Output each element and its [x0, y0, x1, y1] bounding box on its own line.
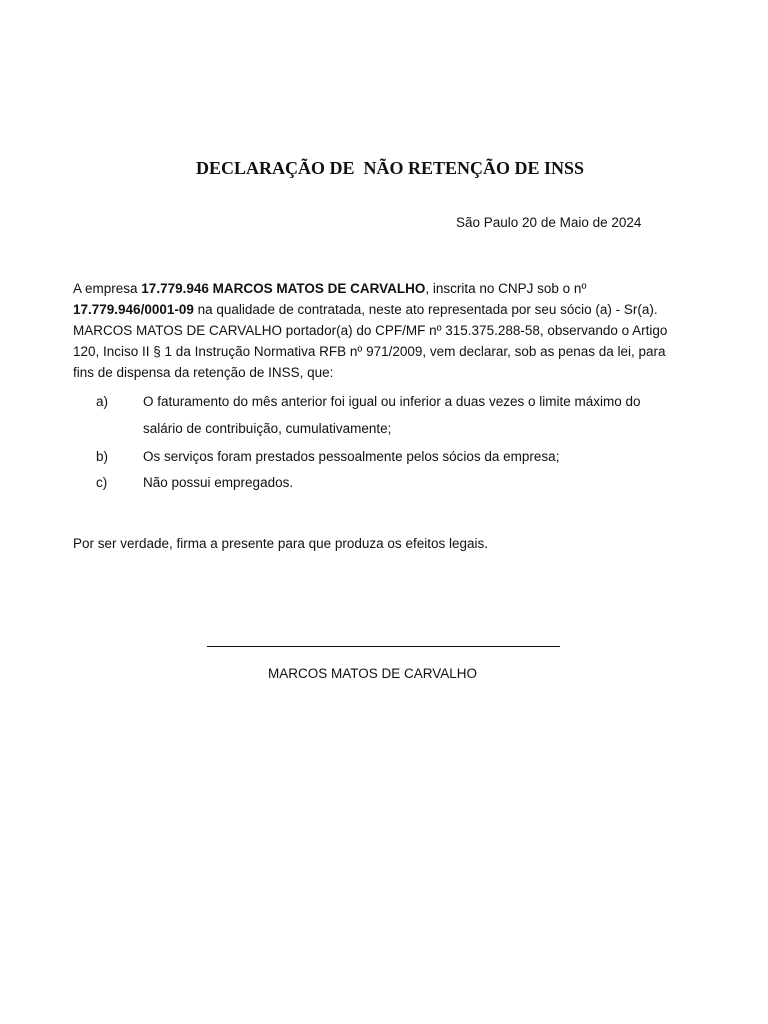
paragraph-line-4: 120, Inciso II § 1 da Instrução Normativa RFB nº 971/2009, vem declarar, sob as penas da lei, para [73, 344, 666, 359]
list-item [0, 475, 768, 495]
paragraph-text: na qualidade de contratada, neste ato representada por seu sócio (a) - Sr(a). [193, 302, 658, 317]
paragraph-line-3: MARCOS MATOS DE CARVALHO portador(a) do CPF/MF nº 315.375.288-58, observando o Artigo [73, 323, 668, 338]
list-item-continuation [0, 421, 768, 441]
item-text: salário de contribuição, cumulativamente; [143, 421, 392, 436]
item-letter: b) [96, 449, 109, 464]
item-text: Não possui empregados. [143, 475, 294, 490]
item-text: Os serviços foram prestados pessoalmente pelos sócios da empresa; [143, 449, 560, 464]
paragraph-line-1 [73, 278, 695, 299]
list-item [0, 449, 768, 469]
paragraph-text: A empresa [73, 281, 142, 296]
document-date: São Paulo 20 de Maio de 2024 [456, 215, 642, 230]
paragraph-text: , inscrita no CNPJ sob o nº [425, 281, 587, 296]
item-letter: c) [96, 475, 108, 490]
signature-line [207, 646, 560, 647]
declaration-paragraph [73, 278, 695, 383]
closing-statement: Por ser verdade, firma a presente para que produza os efeitos legais. [73, 536, 488, 551]
signature-name: MARCOS MATOS DE CARVALHO [267, 666, 478, 681]
company-name: 17.779.946 MARCOS MATOS DE CARVALHO [141, 281, 426, 296]
item-letter: a) [96, 394, 109, 409]
list-item [0, 394, 768, 414]
cnpj-number: 17.779.946/0001-09 [73, 302, 194, 317]
paragraph-line-5: fins de dispensa da retenção de INSS, que: [73, 365, 334, 380]
paragraph-line-2 [73, 299, 695, 320]
item-text: O faturamento do mês anterior foi igual ou inferior a duas vezes o limite máximo do [143, 394, 641, 409]
document-title: DECLARAÇÃO DE NÃO RETENÇÃO DE INSS [195, 158, 585, 178]
